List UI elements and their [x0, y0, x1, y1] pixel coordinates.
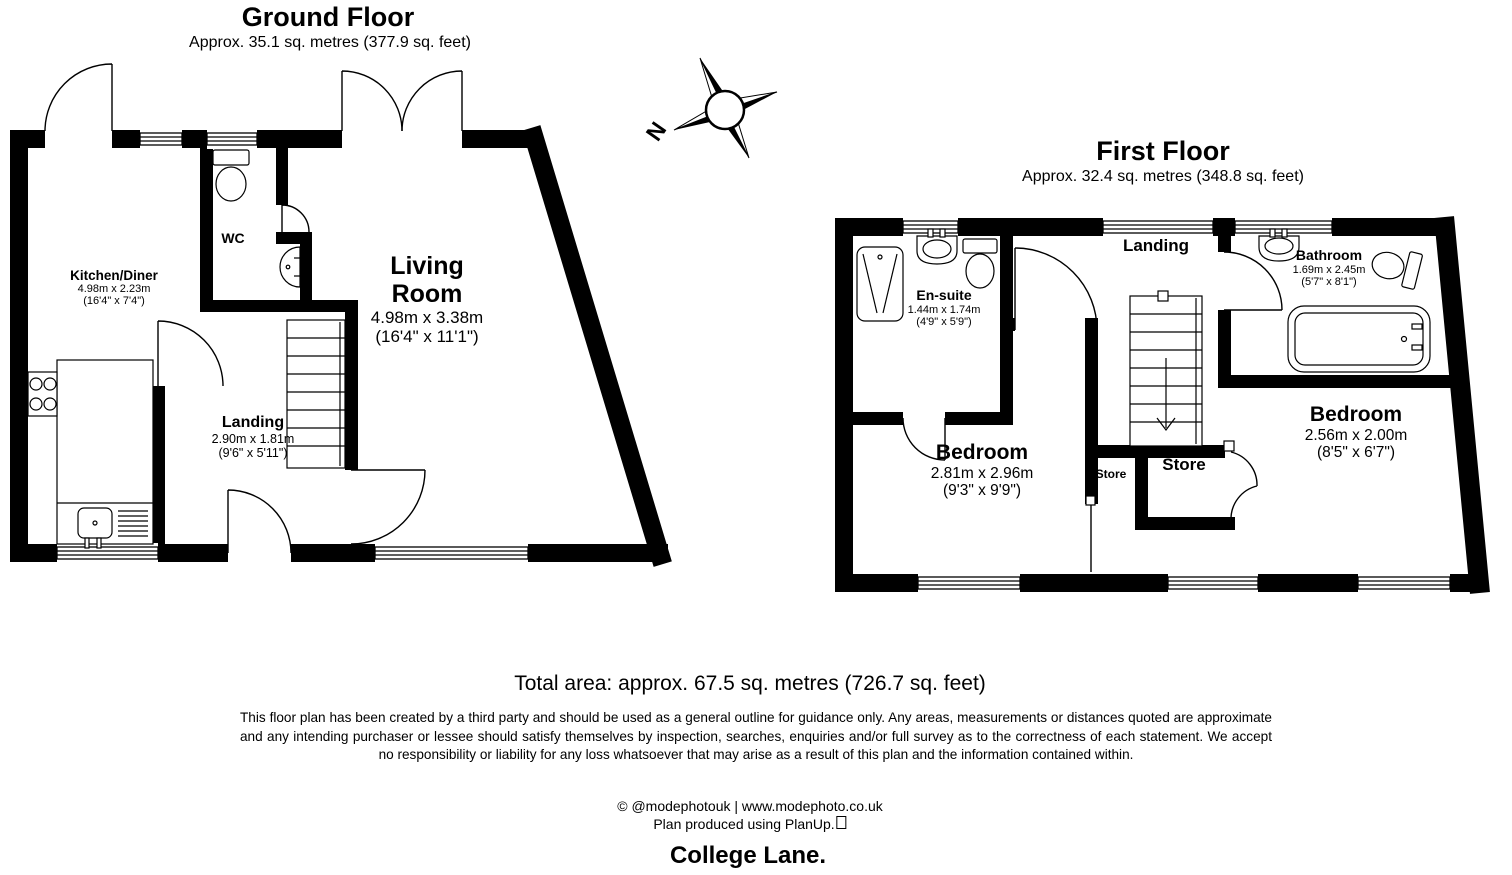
bathroom-label: Bathroom 1.69m x 2.45m (5'7" x 8'1") — [1292, 247, 1366, 288]
address-title: College Lane. — [669, 842, 827, 869]
ground-floor-title: Ground Floor — [241, 2, 415, 32]
compass-north-label: N — [640, 116, 672, 146]
produced-text: Plan produced using PlanUp. — [653, 816, 846, 833]
store-small-label: Store — [1095, 467, 1127, 481]
compass-rose-icon — [674, 58, 777, 158]
total-area-text: Total area: approx. 67.5 sq. metres (726.7 sq. feet) — [514, 672, 986, 695]
bathtub-icon — [1288, 306, 1430, 372]
wc-label: WC — [221, 230, 245, 246]
wc-sink-icon — [280, 247, 303, 287]
door-jamb-node — [1224, 441, 1234, 451]
door-jamb-node — [1086, 496, 1095, 505]
ensuite-toilet-icon — [963, 239, 997, 288]
ff-landing-label: Landing — [1122, 236, 1190, 255]
kitchen-hob-icon — [28, 372, 57, 416]
first-floor-stairs — [1130, 291, 1202, 446]
missing-glyph-box — [837, 816, 847, 829]
ground-floor-area: Approx. 35.1 sq. metres (377.9 sq. feet) — [189, 34, 471, 51]
first-floor-title: First Floor — [1096, 136, 1230, 166]
bedroom-right-label: Bedroom 2.56m x 2.00m (8'5" x 6'7") — [1304, 403, 1408, 461]
ground-floor-stairs — [287, 320, 345, 468]
kitchen-diner-label: Kitchen/Diner 4.98m x 2.23m (16'4" x 7'4") — [70, 268, 158, 308]
wc-toilet-icon — [213, 150, 249, 201]
bedroom-left-label: Bedroom 2.81m x 2.96m (9'3" x 9'9") — [930, 441, 1034, 499]
ensuite-label: En-suite 1.44m x 1.74m (4'9" x 5'9") — [907, 287, 981, 328]
first-floor-area: Approx. 32.4 sq. metres (348.8 sq. feet) — [1022, 168, 1304, 185]
living-room-label: Living Room 4.98m x 3.38m (16'4" x 11'1") — [370, 252, 484, 347]
shower-icon — [857, 247, 903, 321]
bathroom-toilet-icon — [1368, 243, 1422, 289]
gf-landing-label: Landing 2.90m x 1.81m (9'6" x 5'11") — [211, 414, 295, 460]
credit-text: © @modephotouk | www.modephoto.co.uk — [617, 798, 883, 814]
disclaimer-text: This floor plan has been created by a third party and should be used as a general outline for guidance only. Any areas, measurements or distances quoted are approximate and any intending purchaser or lessee should satisfy themselves by inspection, searches, enquiries and/or full survey as to the correctness of each statement. We accept no responsibility or liability for any loss whatsoever that may arise as a result of this plan and the information contained within. — [240, 710, 1272, 763]
store-large-label: Store — [1162, 455, 1206, 474]
